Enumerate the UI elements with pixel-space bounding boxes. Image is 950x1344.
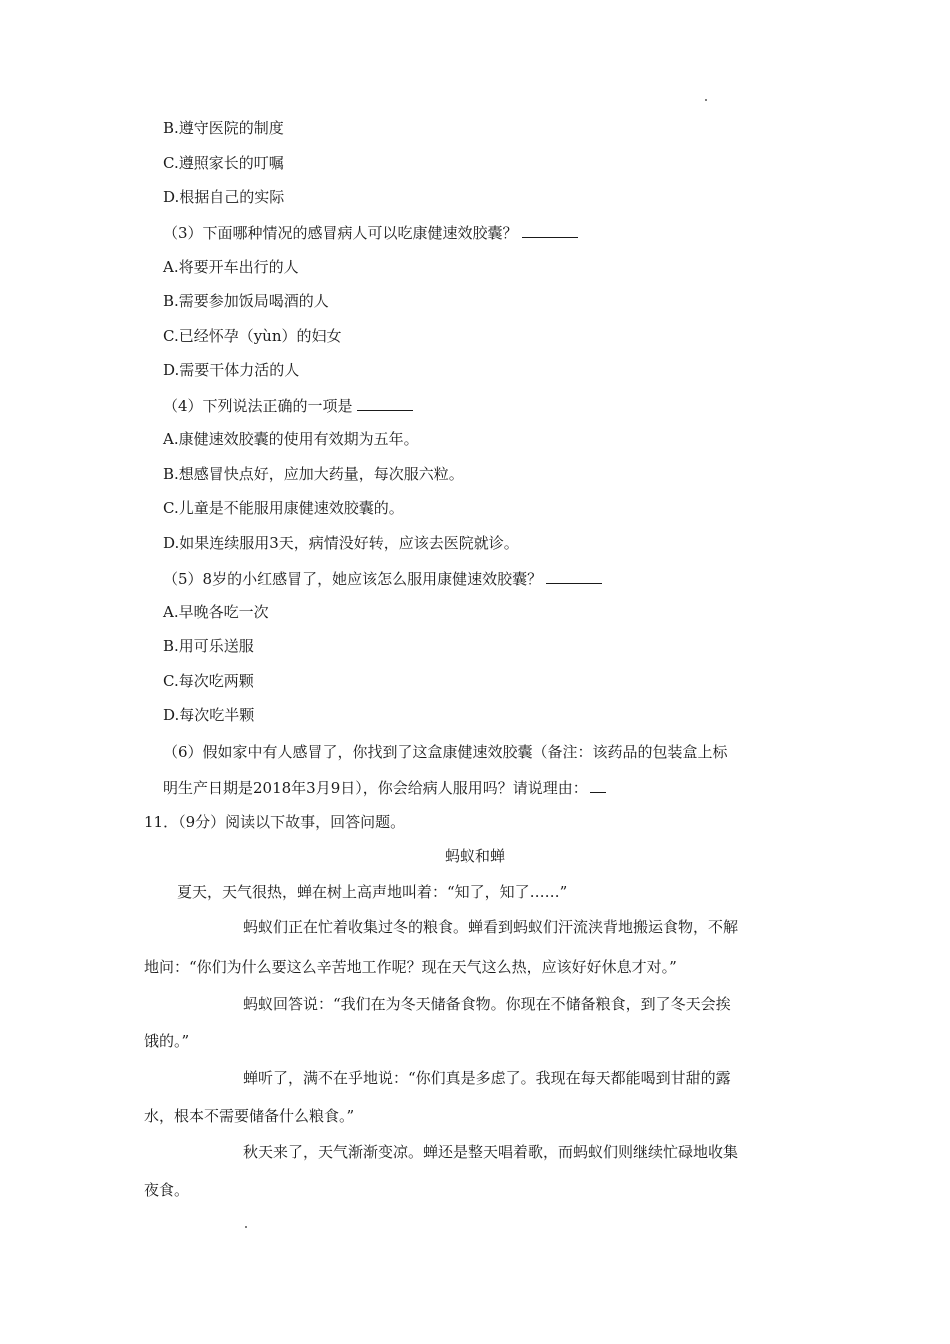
q6-answer-blank[interactable] — [590, 777, 606, 793]
story-paragraph-5-line-2: 夜食。 — [144, 1181, 190, 1199]
story-paragraph-1: 夏天，天气很热，蝉在树上高声地叫着：“知了，知了……” — [177, 883, 568, 901]
q2-option-b: B.遵守医院的制度 — [163, 119, 284, 137]
q4-answer-blank[interactable] — [357, 395, 413, 411]
story-paragraph-2-line-2: 地问：“你们为什么要这么辛苦地工作呢？现在天气这么热，应该好好休息才对。” — [144, 958, 677, 976]
q6-line-2-wrap — [163, 777, 606, 798]
q5-option-d: D.每次吃半颗 — [163, 706, 255, 724]
story-paragraph-5-line-1: 秋天来了，天气渐渐变凉。蝉还是整天唱着歌，而蚂蚁们则继续忙碌地收集 — [243, 1143, 739, 1161]
q3-answer-blank[interactable] — [522, 222, 578, 238]
q6-line-1: （6）假如家中有人感冒了，你找到了这盒康健速效胶囊（备注：该药品的包装盒上标 — [163, 743, 728, 761]
scan-dot-bottom — [245, 1226, 247, 1228]
q3-stem-line — [163, 222, 578, 243]
q6-line-2: 明生产日期是2018年3月9日），你会给病人服用吗？请说理由： — [163, 779, 588, 797]
q2-option-d: D.根据自己的实际 — [163, 188, 285, 206]
q5-option-a: A.早晚各吃一次 — [163, 603, 269, 621]
q3-option-c: C.已经怀孕（yùn）的妇女 — [163, 327, 342, 345]
story-paragraph-2-line-1: 蚂蚁们正在忙着收集过冬的粮食。蝉看到蚂蚁们汗流浃背地搬运食物，不解 — [243, 918, 739, 936]
q4-stem: （4）下列说法正确的一项是 — [163, 397, 353, 415]
q3-option-b: B.需要参加饭局喝酒的人 — [163, 292, 329, 310]
story-paragraph-3-line-1: 蚂蚁回答说：“我们在为冬天储备食物。你现在不储备粮食，到了冬天会挨 — [243, 995, 731, 1013]
story-title: 蚂蚁和蝉 — [444, 847, 505, 865]
q4-option-d: D.如果连续服用3天，病情没好转，应该去医院就诊。 — [163, 534, 519, 552]
q2-option-c: C.遵照家长的叮嘱 — [163, 154, 284, 172]
q5-stem-line — [163, 568, 602, 589]
q5-option-c: C.每次吃两颗 — [163, 672, 254, 690]
scan-dot-top — [705, 99, 707, 101]
q11-header: 11．（9分）阅读以下故事，回答问题。 — [144, 813, 406, 831]
story-paragraph-4-line-2: 水，根本不需要储备什么粮食。” — [144, 1107, 355, 1125]
q4-option-b: B.想感冒快点好，应加大药量，每次服六粒。 — [163, 465, 464, 483]
q4-stem-line — [163, 395, 413, 416]
story-paragraph-3-line-2: 饿的。” — [144, 1032, 190, 1050]
q4-option-a: A.康健速效胶囊的使用有效期为五年。 — [163, 430, 419, 448]
q3-stem: （3）下面哪种情况的感冒病人可以吃康健速效胶囊？ — [163, 224, 518, 242]
q3-option-d: D.需要干体力活的人 — [163, 361, 300, 379]
q5-stem: （5）8岁的小红感冒了，她应该怎么服用康健速效胶囊？ — [163, 570, 543, 588]
q5-answer-blank[interactable] — [546, 568, 602, 584]
story-paragraph-4-line-1: 蝉听了，满不在乎地说：“你们真是多虑了。我现在每天都能喝到甘甜的露 — [243, 1069, 731, 1087]
q4-option-c: C.儿童是不能服用康健速效胶囊的。 — [163, 499, 404, 517]
q5-option-b: B.用可乐送服 — [163, 637, 254, 655]
q3-option-a: A.将要开车出行的人 — [163, 258, 299, 276]
